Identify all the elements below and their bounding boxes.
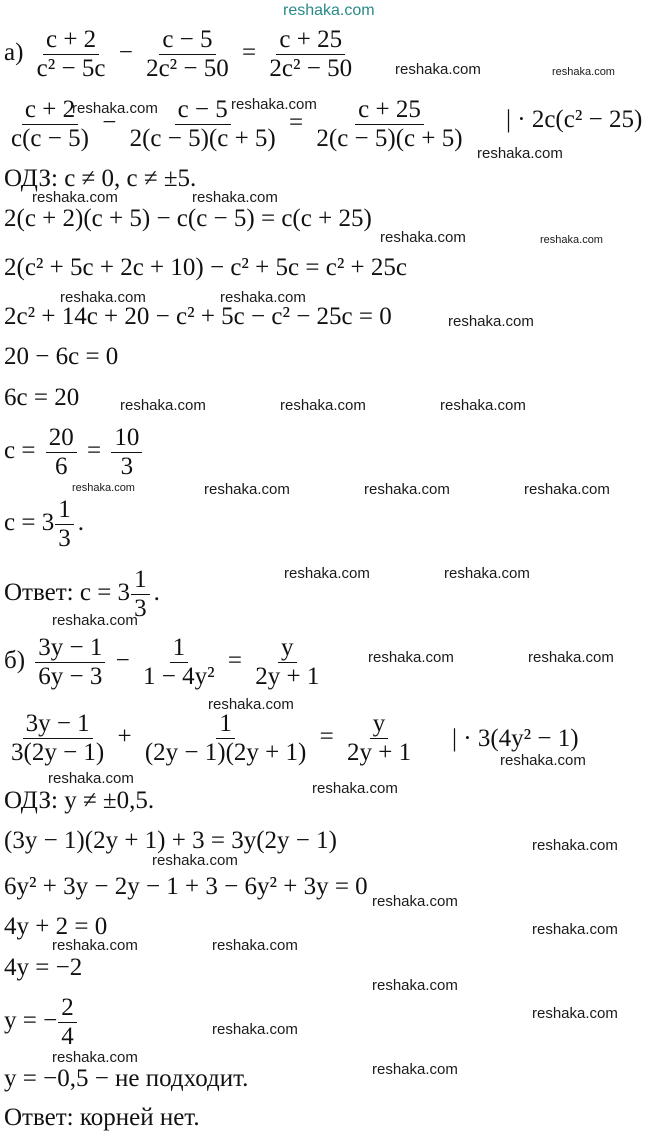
fraction: $\frac{c - 5}{2(c - 5)(c + 5)}$ (129, 96, 276, 152)
watermark: reshaka.com (60, 289, 146, 306)
watermark: reshaka.com (72, 100, 158, 117)
watermark: reshaka.com (120, 397, 206, 414)
step-line: (3y − 1)(2y + 1) + 3 = 3y(2y − 1) (4, 827, 337, 854)
watermark: reshaka.com (368, 649, 454, 666)
watermark: reshaka.com (364, 481, 450, 498)
step-line: 2c² + 14c + 20 − c² + 5c − c² − 25c = 0 (4, 303, 392, 330)
answer-line: Ответ: корней нет. (4, 1104, 200, 1131)
fraction: $\frac{1}{(2y - 1)(2y + 1)}$ (144, 710, 307, 766)
fraction: $\frac{1}{\text{1 − 4y²}}$ (143, 634, 215, 690)
step-line: 20 − 6c = 0 (4, 343, 119, 370)
watermark: reshaka.com (212, 1021, 298, 1038)
fraction: $\frac{3y - 1}{6y - 3}$ (35, 634, 105, 691)
multiplier-note: | · 3(4y² − 1) (452, 725, 579, 752)
watermark: reshaka.com (284, 565, 370, 582)
domain-line: ОДЗ: y ≠ ±0,5. (4, 787, 155, 814)
equation-line: б) $\frac{3y - 1}{6y - 3}$ − $\frac{1}{\text{1 − 4y²}}$ = $\frac{y}{2y + 1}$ (4, 634, 326, 691)
watermark: reshaka.com (372, 893, 458, 910)
fraction: $\frac{c + 25}{2(c - 5)(c + 5)}$ (316, 96, 463, 152)
fraction: $\frac{2}{4}$ (58, 994, 77, 1051)
watermark: reshaka.com (72, 482, 135, 494)
watermark: reshaka.com (395, 61, 481, 78)
fraction: $\frac{10}{3}$ (111, 424, 142, 481)
watermark: reshaka.com (312, 780, 398, 797)
watermark: reshaka.com (212, 937, 298, 954)
fraction: $\frac{c - 5}{\text{2c² − 50}}$ (146, 26, 229, 82)
equation-line: $\frac{3y - 1}{3(2y - 1)}$ + $\frac{1}{(2y - 1)(2y + 1)}$ = $\frac{y}{2y + 1}$ (4, 710, 418, 767)
watermark: reshaka.com (32, 189, 118, 206)
multiplier-note: | · 2c(c² − 25) (506, 106, 643, 133)
fraction: $\frac{y}{2y + 1}$ (255, 634, 320, 690)
step-line: 6c = 20 (4, 384, 80, 411)
watermark: reshaka.com (52, 612, 138, 629)
step-line: c = $\frac{20}{6}$ = $\frac{10}{3}$ (4, 424, 146, 481)
step-line: y = −0,5 − не подходит. (4, 1065, 249, 1092)
watermark: reshaka.com (208, 696, 294, 713)
part-label: б) (4, 647, 26, 675)
watermark: reshaka.com (524, 481, 610, 498)
watermark: reshaka.com (532, 921, 618, 938)
fraction: $\frac{c + 25}{\text{2c² − 50}}$ (269, 26, 353, 82)
step-line: 6y² + 3y − 2y − 1 + 3 − 6y² + 3y = 0 (4, 873, 368, 900)
watermark: reshaka.com (448, 313, 534, 330)
fraction: $\frac{1}{3}$ (55, 496, 74, 553)
step-line: c = 3 $\frac{1}{3}$ . (4, 496, 84, 552)
watermark: reshaka.com (552, 66, 615, 78)
step-line: 2(c² + 5c + 2c + 10) − c² + 5c = c² + 25c (4, 254, 408, 281)
step-line: 4y + 2 = 0 (4, 913, 108, 940)
watermark: reshaka.com (283, 2, 375, 19)
equation-line: а) $\frac{c + 2}{\text{c² − 5c}}$ − $\frac{c - 5}{\text{2c² − 50}}$ = $\frac{c + 25}{\text{2c² − 50}}$ (4, 26, 359, 83)
watermark: reshaka.com (280, 397, 366, 414)
watermark: reshaka.com (204, 481, 290, 498)
watermark: reshaka.com (444, 565, 530, 582)
watermark: reshaka.com (192, 189, 278, 206)
watermark: reshaka.com (48, 770, 134, 787)
watermark: reshaka.com (528, 649, 614, 666)
watermark: reshaka.com (500, 752, 586, 769)
watermark: reshaka.com (532, 1005, 618, 1022)
part-label: а) (4, 39, 24, 67)
fraction: $\frac{3y - 1}{3(2y - 1)}$ (11, 710, 105, 766)
step-line: 2(c + 2)(c + 5) − c(c − 5) = c(c + 25) (4, 205, 372, 232)
fraction: $\frac{1}{3}$ (131, 566, 150, 623)
watermark: reshaka.com (52, 1049, 138, 1066)
step-line: 4y = −2 (4, 954, 83, 981)
watermark: reshaka.com (231, 96, 317, 113)
fraction: $\frac{c + 2}{c(c - 5)}$ (11, 96, 89, 152)
watermark: reshaka.com (52, 937, 138, 954)
watermark: reshaka.com (220, 289, 306, 306)
watermark: reshaka.com (477, 145, 563, 162)
fraction: $\frac{y}{2y + 1}$ (346, 710, 412, 766)
answer-line: Ответ: c = 3 $\frac{1}{3}$ . (4, 566, 160, 622)
watermark: reshaka.com (380, 229, 466, 246)
fraction: $\frac{c + 2}{\text{c² − 5c}}$ (36, 26, 106, 82)
fraction: $\frac{20}{6}$ (46, 424, 77, 481)
watermark: reshaka.com (540, 234, 603, 246)
watermark: reshaka.com (440, 397, 526, 414)
watermark: reshaka.com (532, 837, 618, 854)
watermark: reshaka.com (152, 852, 238, 869)
domain-line: ОДЗ: c ≠ 0, c ≠ ±5. (4, 165, 197, 192)
watermark: reshaka.com (372, 1061, 458, 1078)
step-line: y = − $\frac{2}{4}$ (4, 994, 81, 1051)
equation-line: $\frac{c + 2}{c(c - 5)}$ − $\frac{c - 5}{2(c - 5)(c + 5)}$ = $\frac{c + 25}{2(c - 5)(c + 5)}$ (4, 96, 470, 153)
watermark: reshaka.com (372, 977, 458, 994)
